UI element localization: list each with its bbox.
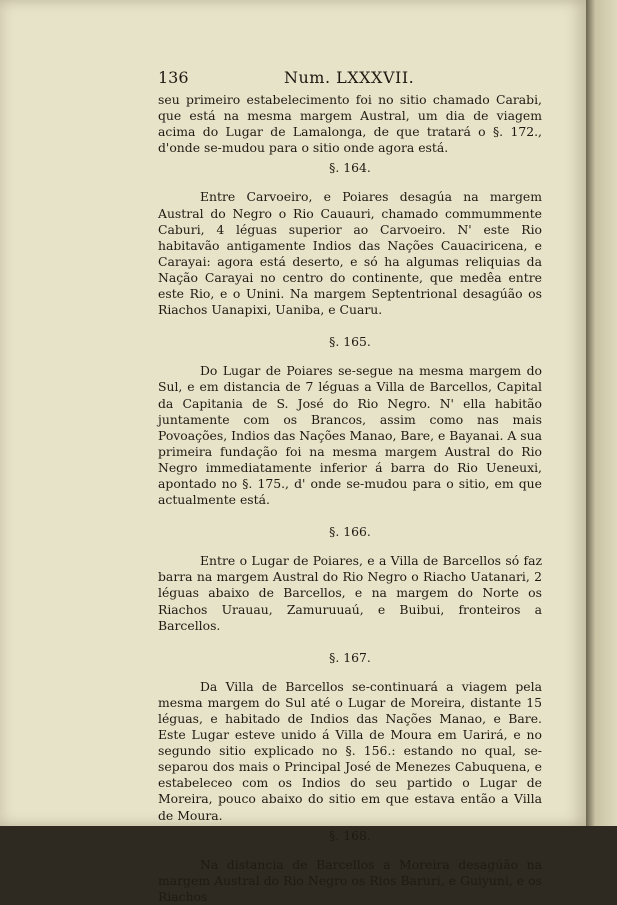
paragraph-continuation: seu primeiro estabelecimento foi no sitio chamado Carabi, que está na mesma margem Austral, um dia de viagem acima do Lugar de Lamalonga, de que tratará o §. 172., d'onde se-mudou para o sitio onde agora está. xyxy=(158,92,542,156)
section-168-heading: §. 168. xyxy=(329,827,371,843)
section-166-heading: §. 166. xyxy=(329,524,371,540)
page-header xyxy=(158,68,542,92)
paragraph-166: Entre o Lugar de Poiares, e a Villa de Barcellos só faz barra na margem Austral do Rio Negro o Riacho Uatanari, 2 léguas abaixo de Barcellos, e na margem do Norte os Riachos Urauau, Zamuruuaú, e Buibui, fronteiros a Barcellos. xyxy=(158,553,542,633)
running-title: Num. LXXXVII. xyxy=(284,68,415,87)
paragraph-165: Do Lugar de Poiares se-segue na mesma margem do Sul, e em distancia de 7 léguas a Villa de Barcellos, Capital da Capitania de S. José do Rio Negro. N' ella habitão juntamente com os Brancos, assim como nas mais Povoações, Indios das Nações Manao, Bare, e Bayanai. A sua primeira fundação foi na mesma margem Austral do Rio Negro immediatamente inferior á barra do Rio Ueneuxi, apontado no §. 175., d' onde se-mudou para o sitio, em que actualmente está. xyxy=(158,363,542,508)
section-165-heading: §. 165. xyxy=(329,334,371,350)
page-text xyxy=(158,68,542,905)
section-164-heading: §. 164. xyxy=(329,160,371,176)
paragraph-164: Entre Carvoeiro, e Poiares desagúa na margem Austral do Negro o Rio Cauauri, chamado commummente Caburi, 4 léguas superior ao Carvoeiro. N' este Rio habitavão antigamente Indios das Nações Cauaciricena, e Carayai: agora está deserto, e só ha algumas reliquias da Nação Carayai no centro do continente, que medêa entre este Rio, e o Unini. Na margem Septentrional desagúão os Riachos Uanapixi, Uaniba, e Cuaru. xyxy=(158,189,542,318)
paragraph-167: Da Villa de Barcellos se-continuará a viagem pela mesma margem do Sul até o Lugar de Moreira, distante 15 léguas, e habitado de Indios das Nações Manao, e Bare. Este Lugar esteve unido á Villa de Moura em Uarirá, e no segundo sitio explicado no §. 156.: estando no qual, se-separou dos mais o Principal José de Menezes Cabuquena, e estabeleceo com os Indios do seu partido o Lugar de Moreira, pouco abaixo do sitio em que estava então a Villa de Moura. xyxy=(158,678,542,823)
page-number: 136 xyxy=(158,68,189,87)
paragraph-168: Na distancia de Barcellos a Moreira desagúão na margem Austral do Rio Negro os Rios Baruri, e Guiyuni, e os Riachos xyxy=(158,856,542,904)
section-167-heading: §. 167. xyxy=(329,649,371,665)
adjacent-page-edge xyxy=(586,0,617,826)
